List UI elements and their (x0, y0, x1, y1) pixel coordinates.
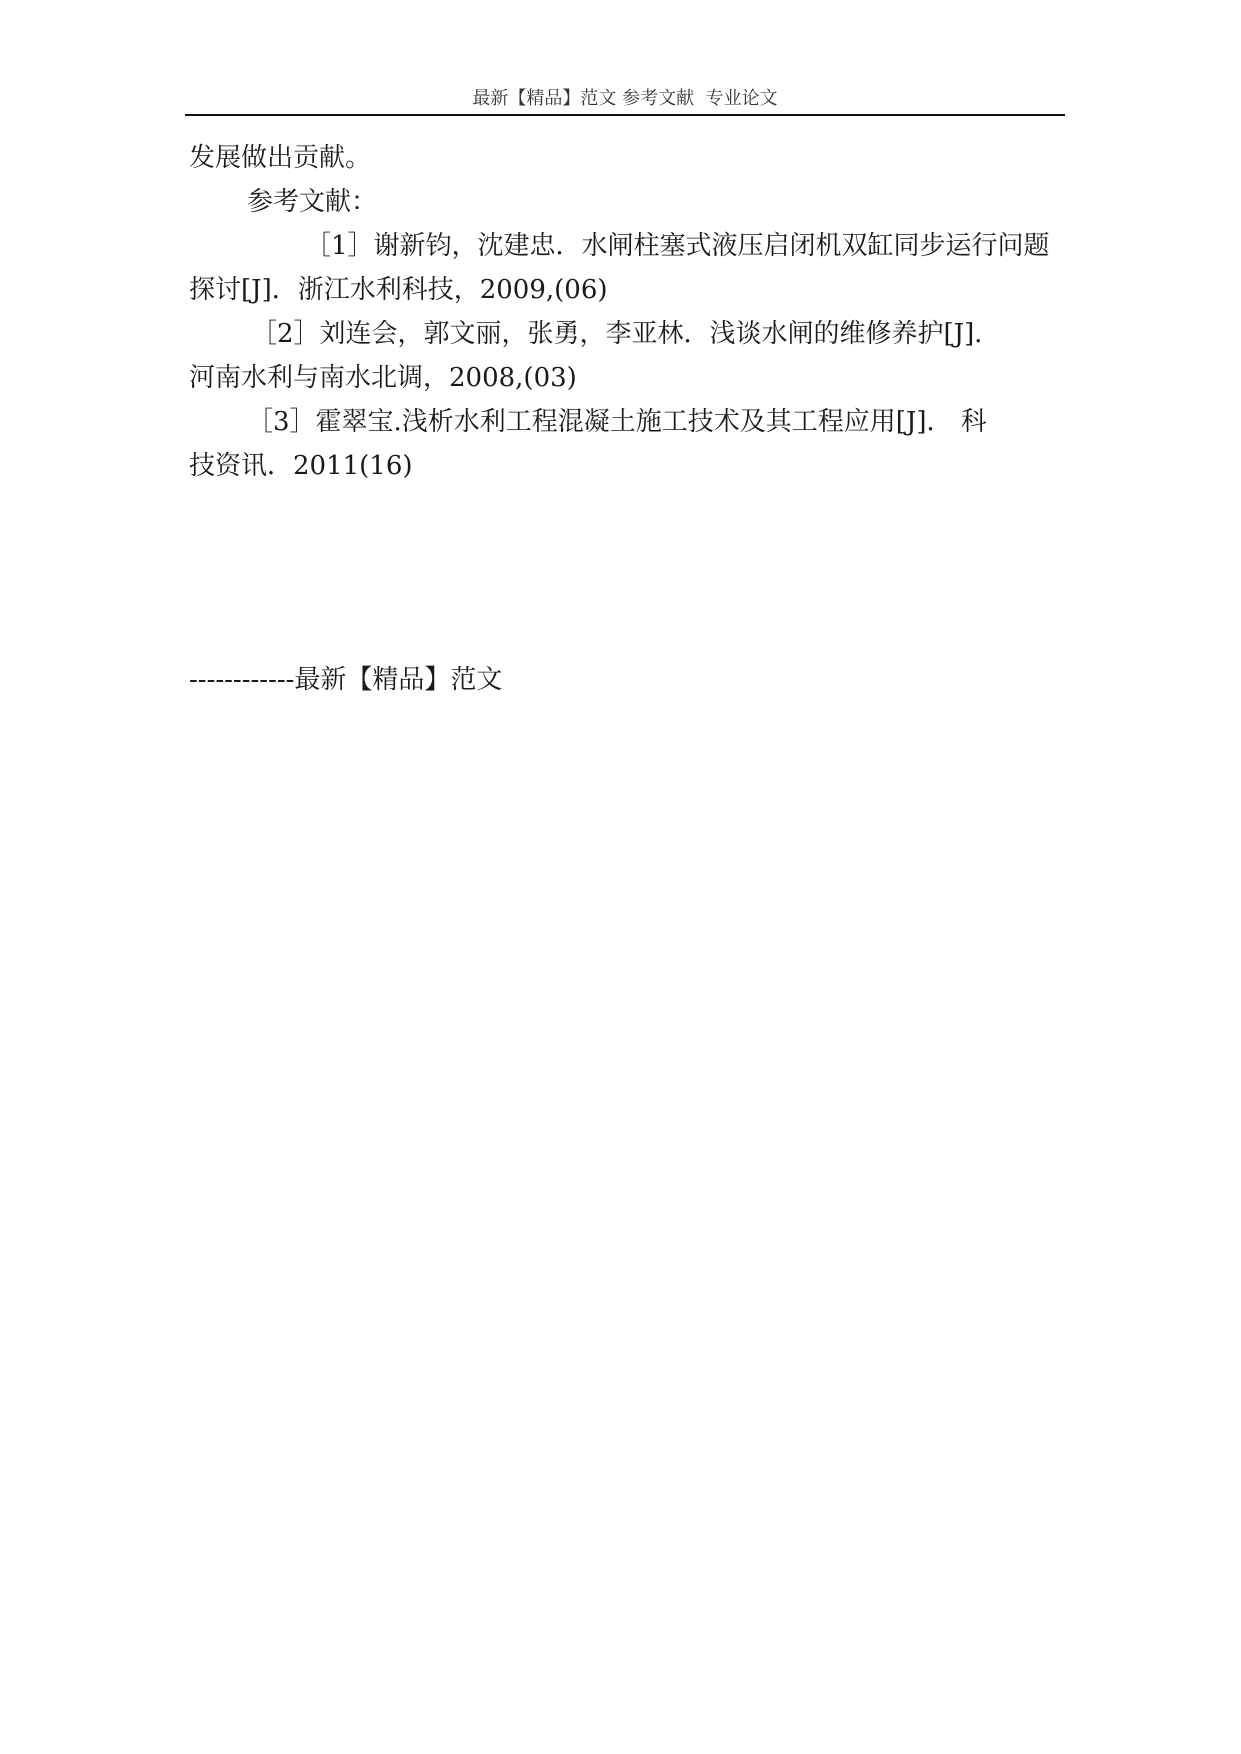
reference-item-3 (189, 400, 1065, 488)
reference-item-1 (189, 224, 1065, 312)
reference-2-line-2: 河南水利与南水北调，2008,(03) (189, 363, 577, 393)
reference-item-2 (189, 312, 1065, 400)
continuation-paragraph: 发展做出贡献。 (189, 143, 372, 173)
reference-1-line-1: ［1］谢新钧，沈建忠．水闸柱塞式液压启闭机双缸同步运行问题 (305, 231, 1050, 261)
reference-2-line-1: ［2］刘连会，郭文丽，张勇，李亚林．浅谈水闸的维修养护[J]． (251, 319, 1001, 349)
footer-note: ------------最新【精品】范文 (189, 665, 503, 695)
reference-1-line-2: 探讨[J]．浙江水利科技，2009,(06) (189, 275, 608, 305)
references-heading: 参考文献： (247, 187, 378, 217)
header-rule (185, 114, 1065, 116)
page-header: 最新【精品】范文 参考文献 专业论文 (472, 88, 778, 109)
reference-3-line-2: 技资讯．2011(16) (189, 451, 413, 481)
reference-3-line-1: ［3］霍翠宝.浅析水利工程混凝土施工技术及其工程应用[J]． 科 (247, 407, 987, 437)
document-body (189, 136, 1065, 488)
